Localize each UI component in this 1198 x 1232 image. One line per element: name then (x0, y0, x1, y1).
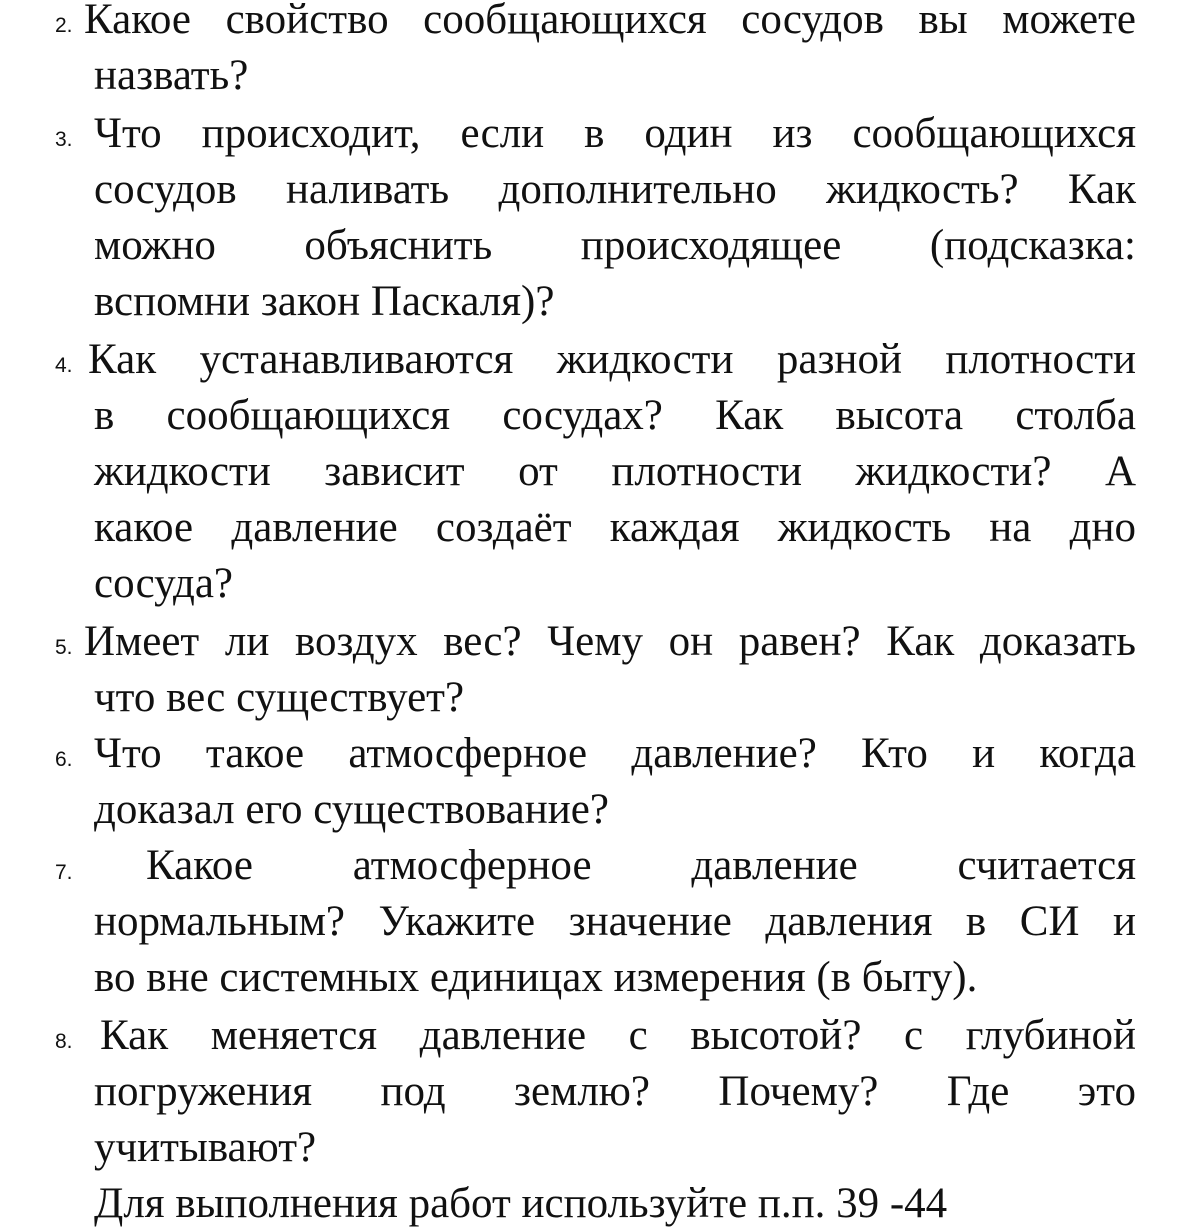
question-line: Имеет ли воздух вес? Чему он равен? Как доказать (84, 618, 1136, 665)
question-line: сосуда? (94, 560, 234, 607)
question-line: сосудов наливать дополнительно жидкость? Как (94, 166, 1136, 213)
question-line: учитывают? (94, 1124, 317, 1171)
question-line: Какое свойство сообщающихся сосудов вы можете (84, 0, 1136, 43)
question-number: 6. (55, 748, 73, 771)
question-line: вспомни закон Паскаля)? (94, 278, 555, 325)
question-number: 2. (55, 14, 73, 37)
question-number: 4. (55, 354, 73, 377)
question-number: 5. (55, 636, 73, 659)
question-number: 3. (55, 128, 73, 151)
question-line: Что такое атмосферное давление? Кто и когда (94, 730, 1136, 777)
question-line: жидкости зависит от плотности жидкости? А (94, 448, 1136, 495)
question-line: во вне системных единицах измерения (в быту). (94, 954, 978, 1001)
question-line: доказал его существование? (94, 786, 609, 833)
question-line: в сообщающихся сосудах? Как высота столба (94, 392, 1136, 439)
question-number: 7. (55, 861, 73, 884)
question-line: погружения под землю? Почему? Где это (94, 1068, 1136, 1115)
question-line: Как устанавливаются жидкости разной плотности (88, 336, 1136, 383)
question-line: назвать? (94, 52, 249, 99)
question-line: Как меняется давление с высотой? с глубиной (100, 1012, 1136, 1059)
question-line: что вес существует? (94, 674, 465, 721)
question-line: можно объяснить происходящее (подсказка: (94, 222, 1136, 269)
question-line: Какое атмосферное давление считается (146, 842, 1136, 889)
question-line: нормальным? Укажите значение давления в СИ и (94, 898, 1136, 945)
question-line: Что происходит, если в один из сообщающихся (94, 110, 1136, 157)
question-number: 8. (55, 1030, 73, 1053)
footer-note-partial: Для выполнения работ используйте п.п. 39 -44 (94, 1180, 948, 1227)
question-line: какое давление создаёт каждая жидкость на дно (94, 504, 1136, 551)
